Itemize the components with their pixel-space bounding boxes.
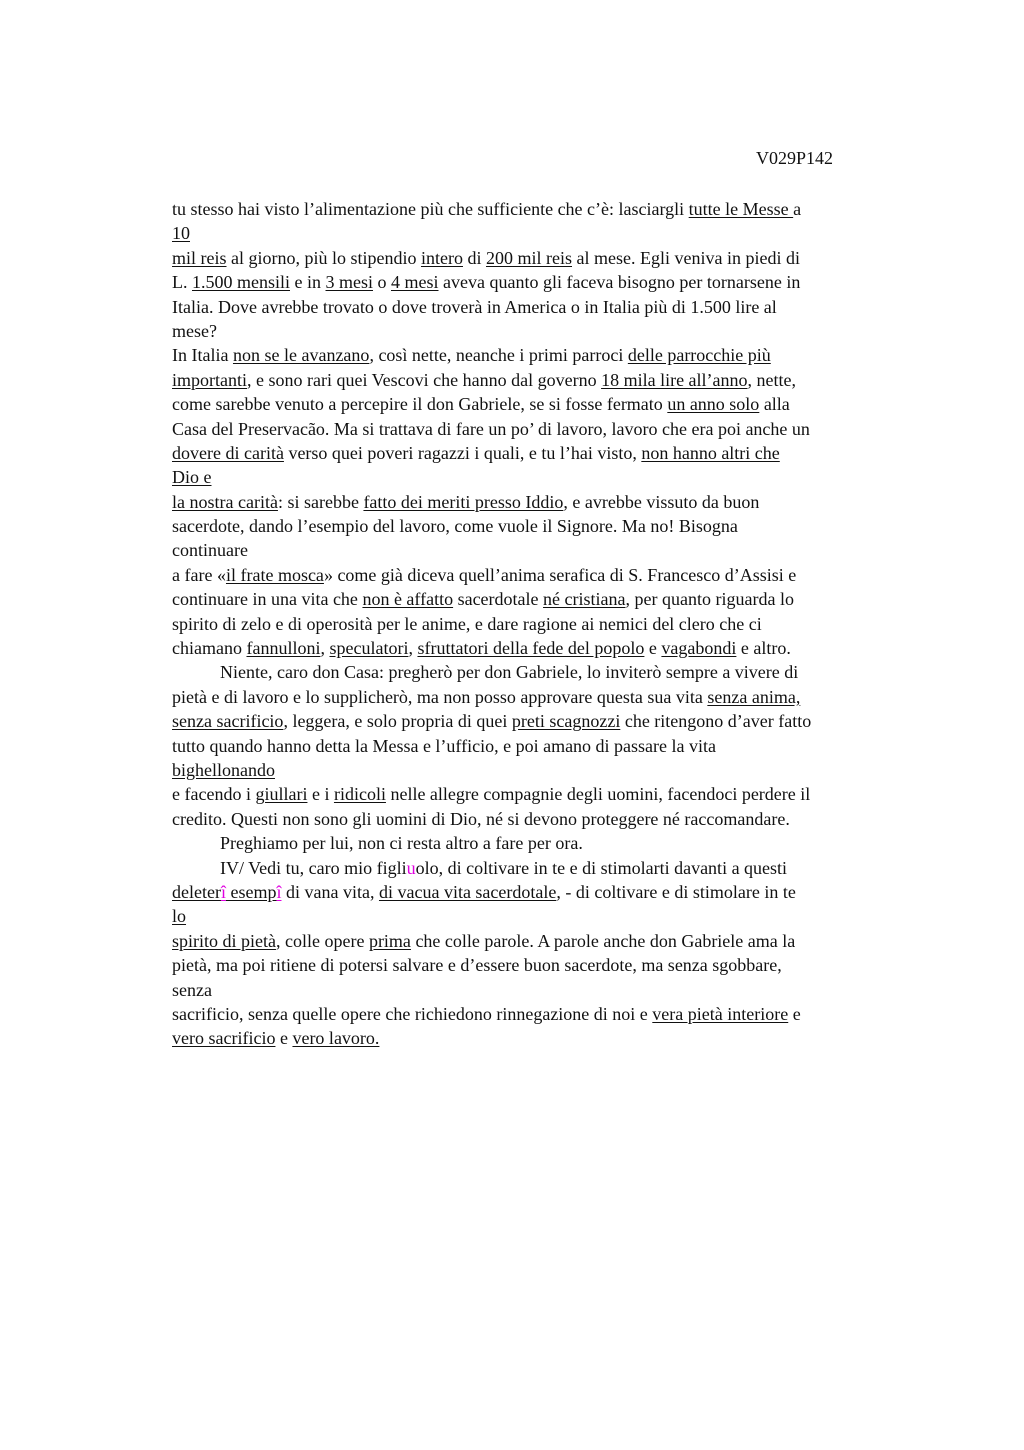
underlined-text: vera pietà interiore — [652, 1003, 789, 1024]
text-segment: , per quanto riguarda lo — [625, 589, 794, 610]
text-line — [172, 490, 912, 514]
text-line — [172, 295, 912, 319]
text-line — [172, 343, 912, 367]
text-segment: che ritengono d’aver fatto — [620, 711, 812, 732]
text-segment: a — [793, 199, 802, 219]
text-segment: In Italia — [172, 345, 233, 366]
text-segment: , colle opere — [275, 930, 369, 951]
text-segment: e altro. — [736, 638, 791, 659]
text-line — [172, 904, 912, 928]
text-line — [172, 807, 912, 831]
text-segment: sacerdote, dando l’esempio del lavoro, come vuole il Signore. Ma no! Bisogna — [172, 516, 738, 537]
text-line — [172, 612, 912, 636]
text-segment: L. — [172, 272, 192, 293]
text-line — [172, 392, 912, 416]
text-segment: di vana vita, — [281, 881, 379, 902]
text-line — [172, 221, 912, 245]
text-line — [172, 685, 912, 709]
underlined-text: î — [220, 881, 226, 902]
underlined-text: non hanno altri che — [641, 442, 780, 463]
text-line — [172, 319, 912, 343]
text-line — [172, 880, 912, 904]
text-segment: e — [644, 638, 662, 659]
text-segment: , e avrebbe vissuto da buon — [563, 491, 760, 512]
text-segment: e — [275, 1028, 293, 1049]
underlined-text: mil reis — [172, 247, 227, 268]
underlined-text: lo — [172, 906, 187, 927]
underlined-text: î — [276, 881, 282, 902]
underlined-text: intero — [420, 247, 463, 268]
text-line — [172, 953, 912, 977]
text-line — [172, 246, 912, 270]
text-line — [172, 831, 912, 855]
text-line — [172, 441, 912, 465]
text-line — [172, 734, 912, 758]
underlined-text: delle parrocchie più — [627, 345, 771, 366]
text-segment: senza — [172, 979, 212, 1000]
text-segment: mese? — [172, 320, 217, 341]
text-segment: e — [788, 1003, 801, 1024]
text-segment: pietà e di lavoro e lo supplicherò, ma non posso approvare questa sua vita — [172, 686, 708, 707]
underlined-text: dovere di carità — [172, 442, 284, 463]
text-segment: verso quei poveri ragazzi i quali, e tu l’hai visto, — [283, 442, 642, 463]
text-segment: al mese. Egli veniva in piedi di — [572, 247, 800, 268]
text-segment: , - di coltivare e di stimolare in te — [556, 881, 796, 902]
underlined-text: non se le avanzano — [232, 345, 370, 366]
text-line — [172, 1026, 912, 1050]
document-body — [172, 197, 912, 1051]
underlined-text: vero sacrificio — [172, 1028, 276, 1049]
text-segment: , e sono rari quei Vescovi che hanno dal governo — [247, 369, 602, 390]
text-segment: o — [373, 272, 391, 293]
text-segment: Italia. Dove avrebbe trovato o dove troverà in America o in Italia più di 1.500 lire al — [172, 296, 777, 317]
text-line — [172, 782, 912, 806]
underlined-text: esemp — [225, 881, 277, 902]
underlined-text: 200 mil reis — [486, 247, 572, 268]
text-segment: aveva quanto gli faceva bisogno per tornarsene in — [438, 272, 801, 293]
underlined-text: bighellonando — [172, 759, 275, 780]
text-segment: olo, di coltivare in te e di stimolarti davanti a questi — [415, 857, 788, 878]
underlined-text: prima — [368, 930, 411, 951]
text-line — [172, 368, 912, 392]
text-segment: nelle allegre compagnie degli uomini, facendoci perdere il — [385, 784, 811, 805]
text-line — [172, 465, 912, 489]
text-segment: come sarebbe venuto a percepire il don Gabriele, se si fosse fermato — [172, 394, 668, 415]
underlined-text: preti scagnozzi — [511, 711, 621, 732]
text-segment: a fare « — [172, 564, 226, 585]
text-segment: , nette, — [747, 369, 797, 390]
underlined-text: 18 mila lire all’anno — [601, 369, 748, 390]
text-line — [172, 587, 912, 611]
text-line — [172, 709, 912, 733]
text-line — [172, 856, 912, 880]
text-segment: sacrificio, senza quelle opere che richiedono rinnegazione di noi e — [172, 1003, 653, 1024]
text-line — [172, 929, 912, 953]
underlined-text: 1.500 mensili — [192, 272, 290, 293]
underlined-text: vero lavoro. — [292, 1028, 380, 1049]
underlined-text: fatto dei meriti presso Iddio — [363, 491, 564, 512]
text-line — [172, 197, 912, 221]
text-line — [172, 660, 912, 684]
text-segment: e facendo i — [172, 784, 256, 805]
text-segment: , — [320, 638, 330, 659]
text-segment: e i — [307, 784, 334, 805]
underlined-text: Dio e — [172, 467, 212, 488]
text-segment: al giorno, più lo stipendio — [226, 247, 421, 268]
underlined-text: importanti — [172, 369, 247, 390]
text-line — [172, 758, 912, 782]
text-segment: : si sarebbe — [277, 491, 364, 512]
text-segment: , leggera, e solo propria di quei — [283, 711, 512, 732]
text-segment: alla — [759, 394, 790, 415]
underlined-text: tutte le Messe — [688, 199, 794, 219]
underlined-text: né cristiana — [543, 589, 626, 610]
text-line — [172, 538, 912, 562]
underlined-text: senza anima, — [707, 686, 801, 707]
text-line — [172, 978, 912, 1002]
text-segment: chiamano — [172, 638, 247, 659]
underlined-text: fannulloni — [246, 638, 321, 659]
text-segment: IV/ Vedi tu, caro mio figli — [220, 857, 407, 878]
page-id: V029P142 — [756, 148, 834, 168]
text-line — [172, 1002, 912, 1026]
text-segment: e in — [290, 272, 326, 293]
text-segment: tutto quando hanno detta la Messa e l’ufficio, e poi amano di passare la vita — [172, 735, 717, 756]
text-line — [172, 563, 912, 587]
text-segment: continuare in una vita che — [172, 589, 363, 610]
text-line — [172, 270, 912, 294]
text-line — [172, 514, 912, 538]
underlined-text: non è affatto — [362, 589, 454, 610]
underlined-text: la nostra carità — [172, 491, 278, 512]
underlined-text: 3 mesi — [325, 272, 373, 293]
underlined-text: deleter — [172, 881, 221, 902]
underlined-text: giullari — [255, 784, 308, 805]
text-line — [172, 636, 912, 660]
text-segment: sacerdotale — [453, 589, 544, 610]
underlined-text: ridicoli — [333, 784, 386, 805]
text-segment: , — [408, 638, 418, 659]
text-segment: Casa del Preservacão. Ma si trattava di fare un po’ di lavoro, lavoro che era poi anche un — [172, 418, 810, 439]
text-segment: tu stesso hai visto l’alimentazione più che sufficiente che c’è: lasciargli — [172, 199, 689, 219]
underlined-text: di vacua vita sacerdotale — [378, 881, 557, 902]
underlined-text: spirito di pietà — [172, 930, 276, 951]
text-line — [172, 417, 912, 441]
text-segment: spirito di zelo e di operosità per le anime, e dare ragione ai nemici del clero che ci — [172, 613, 762, 634]
underlined-text: un anno solo — [667, 394, 760, 415]
underlined-text: il frate mosca — [225, 564, 324, 585]
underlined-text: senza sacrificio — [172, 711, 284, 732]
underlined-text: sfruttatori della fede del popolo — [417, 638, 645, 659]
text-segment: di — [462, 247, 486, 268]
text-segment: » come già diceva quell’anima serafica di S. Francesco d’Assisi e — [323, 564, 797, 585]
underlined-text: vagabondi — [661, 638, 737, 659]
underlined-text: speculatori — [329, 638, 409, 659]
text-segment: pietà, ma poi ritiene di potersi salvare e d’essere buon sacerdote, ma senza sgobbare, — [172, 955, 782, 976]
text-segment: Niente, caro don Casa: pregherò per don Gabriele, lo inviterò sempre a vivere di — [220, 662, 799, 683]
underlined-text: 4 mesi — [391, 272, 439, 293]
underlined-text: 10 — [172, 223, 190, 244]
text-segment: Preghiamo per lui, non ci resta altro a fare per ora. — [220, 833, 583, 854]
text-segment: u — [406, 857, 416, 878]
text-segment: credito. Questi non sono gli uomini di Dio, né si devono proteggere né raccomandare. — [172, 808, 790, 829]
text-segment: continuare — [172, 540, 248, 561]
text-segment: , così nette, neanche i primi parroci — [369, 345, 628, 366]
text-segment: che colle parole. A parole anche don Gabriele ama la — [410, 930, 796, 951]
